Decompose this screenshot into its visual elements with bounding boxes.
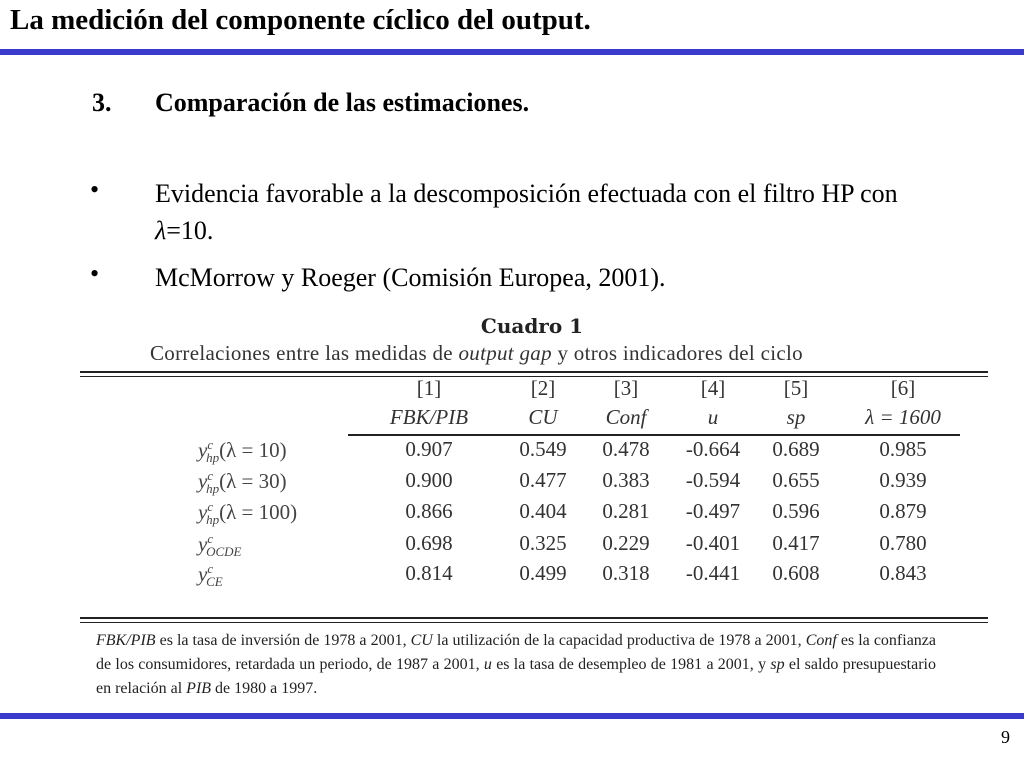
footer-divider (0, 713, 1024, 719)
column-name: u (707, 405, 719, 429)
lambda-symbol: λ (155, 216, 167, 245)
column-name: λ = 1600 (865, 405, 941, 429)
column-number: [6] (890, 376, 916, 400)
column-name: Conf (605, 405, 647, 429)
row-label-sub: CE (206, 574, 223, 590)
table-cell: 0.608 (772, 561, 820, 585)
table-cell: 0.814 (405, 561, 453, 585)
row-label (198, 437, 287, 466)
bullet-text (155, 175, 915, 249)
section-heading (92, 88, 529, 118)
table-cell: 0.900 (405, 468, 453, 492)
table-caption-title: Cuadro 1 (480, 314, 584, 338)
note-text: la utilización de la capacidad productiva de 1978 a 2001, (432, 632, 806, 649)
table-cell: 0.689 (772, 437, 820, 461)
table-cell: 0.985 (879, 437, 927, 461)
note-text: el saldo presupuestario en relación al (96, 656, 937, 697)
bullet-text-part: =10. (166, 216, 214, 245)
row-label-var: y (198, 469, 208, 493)
row-label-sup: c (207, 499, 214, 514)
table-note (96, 629, 936, 701)
caption-italic: output gap (458, 341, 552, 365)
row-label-sup: c (207, 468, 214, 483)
table-cell: 0.404 (519, 499, 567, 523)
row-label (198, 499, 297, 528)
table-cell: 0.843 (879, 561, 927, 585)
row-label-sub: OCDE (206, 544, 242, 560)
row-label (198, 531, 242, 560)
column-number: [3] (613, 376, 639, 400)
table-cell: 0.318 (602, 561, 650, 585)
note-text: de 1980 a 1997. (211, 680, 318, 697)
column-number: [4] (700, 376, 726, 400)
table-cell: 0.549 (519, 437, 567, 461)
row-label-sub: hp (206, 450, 220, 466)
column-number: [1] (416, 376, 442, 400)
note-text: es la tasa de desempleo de 1981 a 2001, y (491, 656, 771, 673)
row-label-var: y (198, 532, 208, 556)
table-caption (150, 341, 803, 366)
table-cell: 0.780 (879, 531, 927, 555)
note-italic-term: u (483, 656, 492, 673)
row-label-var: y (198, 438, 208, 462)
row-label-param: (λ = 30) (219, 469, 287, 493)
table-cell: -0.664 (685, 437, 741, 461)
table-bottom-rule-thin (80, 622, 988, 623)
column-number: [2] (530, 376, 556, 400)
table-cell: 0.478 (602, 437, 650, 461)
table-cell: 0.383 (602, 468, 650, 492)
table-cell: 0.325 (519, 531, 567, 555)
table-bottom-rule (80, 617, 988, 619)
column-name: FBK/PIB (389, 405, 469, 429)
slide-title: La medición del componente cíclico del output. (10, 4, 591, 36)
table-header-rule (348, 434, 960, 436)
caption-part: y otros indicadores del ciclo (551, 341, 803, 365)
row-label-param: (λ = 10) (219, 438, 287, 462)
table-cell: 0.281 (602, 499, 650, 523)
column-name: CU (528, 405, 558, 429)
bullet-text-part: Evidencia favorable a la descomposición efectuada con el filtro HP con (155, 179, 898, 208)
row-label (198, 561, 223, 590)
table-cell: -0.441 (685, 561, 741, 585)
table-top-rule (80, 371, 988, 373)
bullet-marker: • (90, 175, 100, 204)
section-heading-text: Comparación de las estimaciones. (155, 88, 530, 117)
title-divider (0, 49, 1024, 55)
page-number: 9 (1001, 727, 1010, 747)
row-label-param: (λ = 100) (219, 500, 298, 524)
section-number: 3. (92, 88, 112, 117)
bullet-marker: • (90, 259, 100, 288)
note-text: es la tasa de inversión de 1978 a 2001, (155, 632, 411, 649)
table-cell: -0.497 (685, 499, 741, 523)
table-cell: 0.866 (405, 499, 453, 523)
note-italic-term: FBK/PIB (96, 632, 156, 649)
table-cell: 0.229 (602, 531, 650, 555)
table-cell: -0.594 (685, 468, 741, 492)
table-cell: 0.655 (772, 468, 820, 492)
note-text: es la confianza de los consumidores, retardada un periodo, de 1987 a 2001, (96, 632, 937, 673)
note-italic-term: PIB (186, 680, 212, 697)
row-label-sub: hp (206, 481, 220, 497)
table-cell: 0.698 (405, 531, 453, 555)
note-italic-term: CU (410, 632, 433, 649)
table-cell: 0.879 (879, 499, 927, 523)
table-cell: 0.477 (519, 468, 567, 492)
row-label-sup: c (207, 531, 214, 546)
column-number: [5] (783, 376, 809, 400)
bullet-text: McMorrow y Roeger (Comisión Europea, 2001). (155, 263, 666, 292)
row-label-sub: hp (206, 512, 220, 528)
table-cell: 0.939 (879, 468, 927, 492)
row-label-var: y (198, 500, 208, 524)
table-cell: 0.907 (405, 437, 453, 461)
row-label-sup: c (207, 561, 214, 576)
table-cell: 0.596 (772, 499, 820, 523)
table-cell: 0.499 (519, 561, 567, 585)
caption-part: Correlaciones entre las medidas de (150, 341, 459, 365)
row-label-var: y (198, 562, 208, 586)
table-cell: -0.401 (685, 531, 741, 555)
note-italic-term: Conf (805, 632, 837, 649)
note-italic-term: sp (770, 656, 785, 673)
column-name: sp (786, 405, 806, 429)
table-cell: 0.417 (772, 531, 820, 555)
row-label-sup: c (207, 437, 214, 452)
row-label (198, 468, 287, 497)
